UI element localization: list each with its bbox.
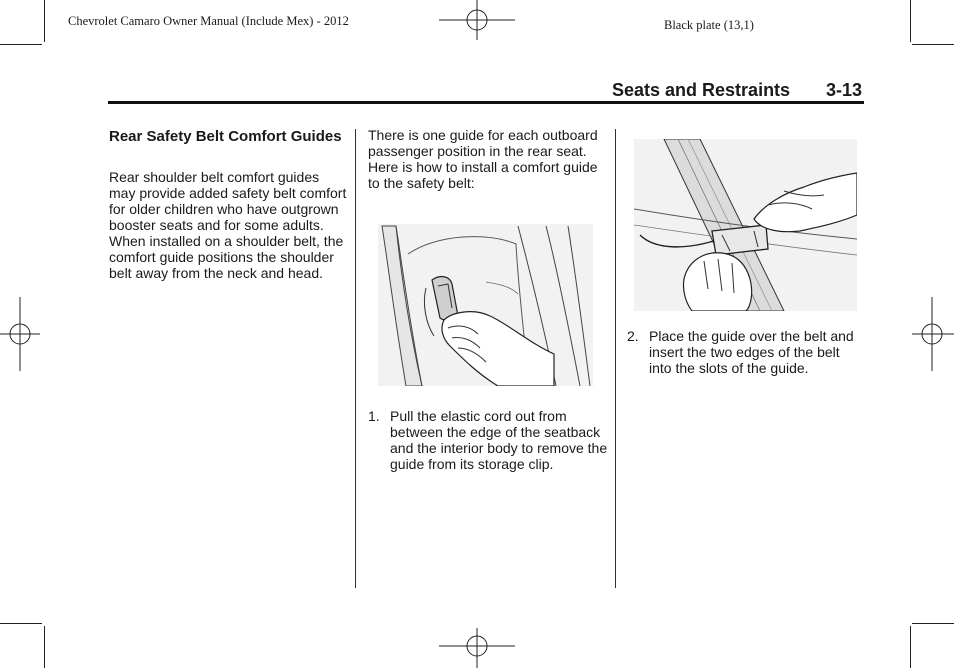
intro-paragraph: Rear shoulder belt comfort guides may provide added safety belt comfort for older children who have outgrown booster seats and for some adults. When installed on a shoulder belt, the comfort guide positions the shoulder belt away from the neck and head. bbox=[109, 169, 347, 281]
crop-mark bbox=[912, 623, 954, 624]
guide-paragraph: There is one guide for each outboard passenger position in the rear seat. Here is how to install a comfort guide to the safety belt: bbox=[368, 127, 598, 191]
crop-mark bbox=[44, 626, 45, 668]
figure-remove-guide bbox=[378, 224, 593, 386]
plate-label: Black plate (13,1) bbox=[664, 18, 754, 32]
subsection-heading: Rear Safety Belt Comfort Guides bbox=[109, 128, 342, 145]
registration-mark bbox=[439, 0, 515, 44]
column-divider bbox=[355, 129, 356, 588]
column-divider bbox=[615, 129, 616, 588]
registration-mark bbox=[912, 297, 954, 371]
step-text: Place the guide over the belt and insert the two edges of the belt into the slots of the guide. bbox=[649, 328, 854, 376]
step-number: 2. bbox=[627, 328, 639, 344]
manual-title: Chevrolet Camaro Owner Manual (Include Mex) - 2012 bbox=[68, 14, 349, 28]
section-title: Seats and Restraints bbox=[612, 80, 791, 100]
header-rule bbox=[108, 101, 864, 104]
step-number: 1. bbox=[368, 408, 380, 424]
registration-mark bbox=[439, 626, 515, 668]
crop-mark bbox=[44, 0, 45, 42]
step-1 bbox=[368, 408, 608, 488]
page-number: 3-13 bbox=[826, 80, 863, 100]
step-text: Pull the elastic cord out from between the edge of the seatback and the interior body to remove the guide from its storage clip. bbox=[390, 408, 608, 472]
crop-mark bbox=[910, 626, 911, 668]
registration-mark bbox=[0, 297, 40, 371]
crop-mark bbox=[912, 44, 954, 45]
step-2 bbox=[627, 328, 863, 378]
crop-mark bbox=[0, 623, 42, 624]
crop-mark bbox=[0, 44, 42, 45]
figure-install-guide bbox=[634, 139, 857, 311]
crop-mark bbox=[910, 0, 911, 42]
